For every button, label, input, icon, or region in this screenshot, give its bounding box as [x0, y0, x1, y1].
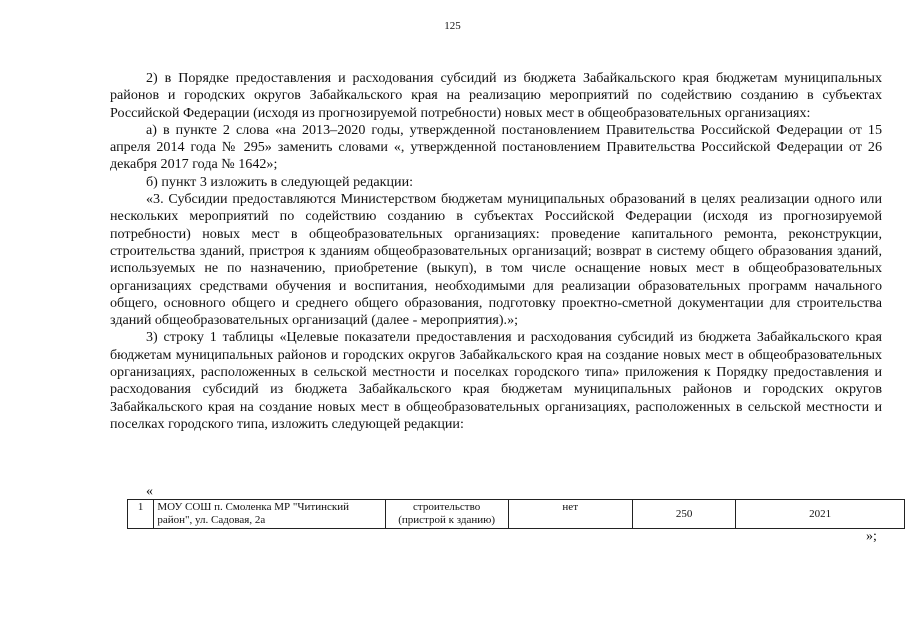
paragraph-2a: а) в пункте 2 слова «на 2013–2020 годы, утвержденной постановлением Правительства Российской Федерации от 15 апреля 2014 года № 295» заменить словами «, утвержденной постановлением Правительства Российской Федерации от 26 декабря 2017 года № 1642»;: [110, 121, 882, 173]
targets-table-row-1: [127, 499, 905, 529]
cell-flag: нет: [508, 500, 632, 529]
page-number: 125: [444, 20, 461, 32]
cell-year: 2021: [736, 500, 905, 529]
table-row: [128, 500, 905, 529]
close-quote-mark: »;: [866, 529, 877, 544]
document-body: [110, 70, 882, 433]
open-quote-mark: «: [146, 484, 153, 499]
cell-object: МОУ СОШ п. Смоленка МР "Читинский район", ул. Садовая, 2а: [154, 500, 385, 529]
paragraph-3-quote: «3. Субсидии предоставляются Министерством бюджетам муниципальных образований в целях реализации одного или нескольких мероприятий по содействию созданию в субъектах Российской Федерации (исходя из прогнозируемой потребности) новых мест в общеобразовательных организациях: проведение капитального ремонта, реконструкции, строительства зданий, пристроя к зданиям общеобразовательных организаций; возврат в систему общего образования зданий, используемых не по назначению, приобретение (выкуп), в том числе оснащение новых мест в общеобразовательных организациях средствами обучения и воспитания, необходимыми для реализации образовательных программ начального общего, основного общего и среднего общего образования, подготовку проектно-сметной документации для строительства зданий общеобразовательных организаций (далее - мероприятия).»;: [110, 191, 882, 329]
paragraph-3: 3) строку 1 таблицы «Целевые показатели предоставления и расходования субсидий из бюджета Забайкальского края бюджетам муниципальных районов и городских округов Забайкальского края на создание новых мест в общеобразовательных организациях, расположенных в сельской местности и поселках городского типа» приложения к Порядку предоставления и расходования субсидий из бюджета Забайкальского края бюджетам муниципальных районов и городских округов Забайкальского края на создание новых мест в общеобразовательных организациях, расположенных в сельской местности и поселках городского типа, изложить следующей редакции:: [110, 329, 882, 432]
cell-places: 250: [632, 500, 735, 529]
paragraph-2: 2) в Порядке предоставления и расходования субсидий из бюджета Забайкальского края бюджетам муниципальных районов и городских округов Забайкальского края на реализацию мероприятий по содействию созданию в субъектах Российской Федерации (исходя из прогнозируемой потребности) новых мест в общеобразовательных организациях:: [110, 70, 882, 121]
cell-number: 1: [128, 500, 154, 529]
cell-work-type: строительство (пристрой к зданию): [385, 500, 508, 529]
paragraph-2b: б) пункт 3 изложить в следующей редакции:: [146, 173, 414, 190]
